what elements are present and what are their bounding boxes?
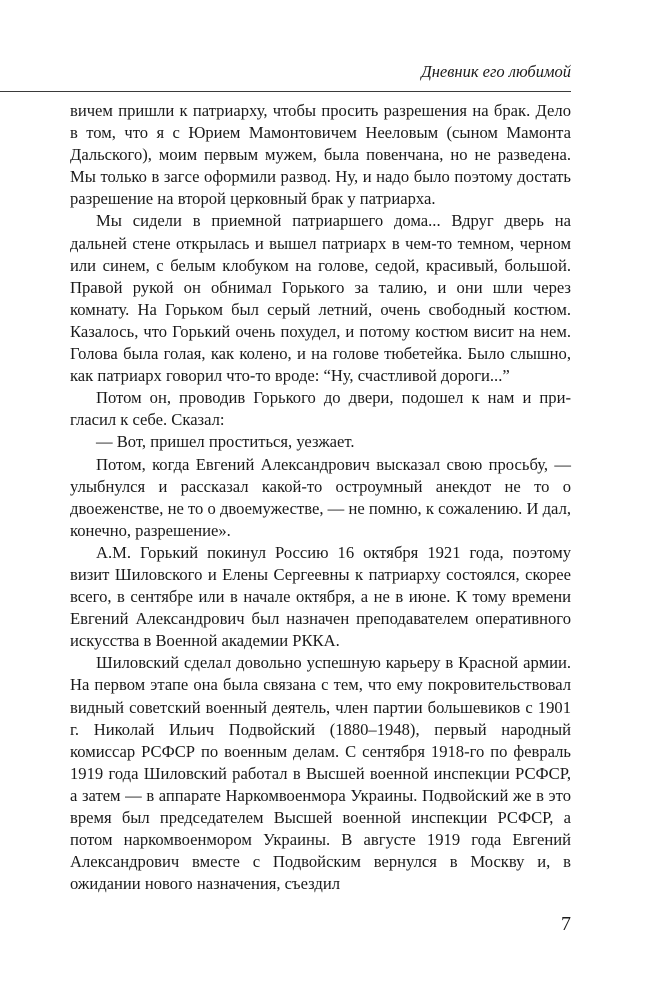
paragraph: — Вот, пришел проститься, уезжает.: [96, 432, 355, 452]
header-rule: [0, 91, 571, 92]
paragraph: Шиловский сделал довольно успешную карьеру в Красной армии. На первом этапе она была связана с тем, что ему покровительствовал видный советский военный деятель, член партии большевиков с 1901 г. Николай Ильич Подвойский (1880–1948), первый народный комиссар РСФСР по военным делам. С сентября 1918-го по февраль 1919 года Шиловский работал в Высшей военной инспекции РСФСР, а затем — в аппарате Наркомвоенмора Украины. Подвойский же в это время был председателем Высшей военной инспекции РСФСР, а потом наркомвоенмором Украины. В августе 1919 года Евгений Александрович вместе с Подвойским вернулся в Москву и, в ожидании нового назначения, съездил: [70, 653, 571, 894]
paragraph: Потом он, проводив Горького до двери, подошел к нам и пригласил к себе. Сказал:: [70, 388, 571, 430]
paragraph: А.М. Горький покинул Россию 16 октября 1921 года, поэтому визит Шиловского и Елены Сергеевны к патриарху состоялся, скорее всего, в сентябре или в начале октября, а не в июне. К тому времени Евгений Александрович был назначен преподавателем оперативного искусства в Военной академии РККА.: [70, 542, 571, 651]
paragraph: Потом, когда Евгений Александрович высказал свою просьбу, — улыбнулся и рассказал какой-то остроумный анекдот не то о двоеженстве, не то о двоемужестве, — не помню, к сожалению. И дал, конечно, разрешение».: [70, 454, 571, 540]
paragraph: Мы сидели в приемной патриаршего дома... Вдруг дверь на дальней стене открылась и вышел патриарх в чем-то темном, черном или синем, с белым клобуком на голове, седой, красивый, большой. Правой рукой он обнимал Горького за талию, и они шли через комнату. На Горьком был серый летний, очень свободный костюм. Казалось, что Горький очень похудел, и потому костюм висит на нем. Голова была голая, как колено, и на голове тюбетейка. Было слышно, как патриарх говорил что-то вроде: “Ну, счастливой дороги...”: [70, 211, 571, 386]
page-number: 7: [561, 913, 571, 935]
paragraph: вичем пришли к патриарху, чтобы просить разрешения на брак. Дело в том, что я с Юрием Мамонтовичем Нееловым (сыном Мамонта Дальского), моим первым мужем, была повенчана, но не разведена. Мы только в загсе оформили развод. Ну, и надо было поэтому достать разрешение на второй церковный брак у патриарха.: [70, 101, 571, 209]
running-head-title: Дневник его любимой: [421, 62, 571, 81]
page-body: [70, 100, 571, 895]
